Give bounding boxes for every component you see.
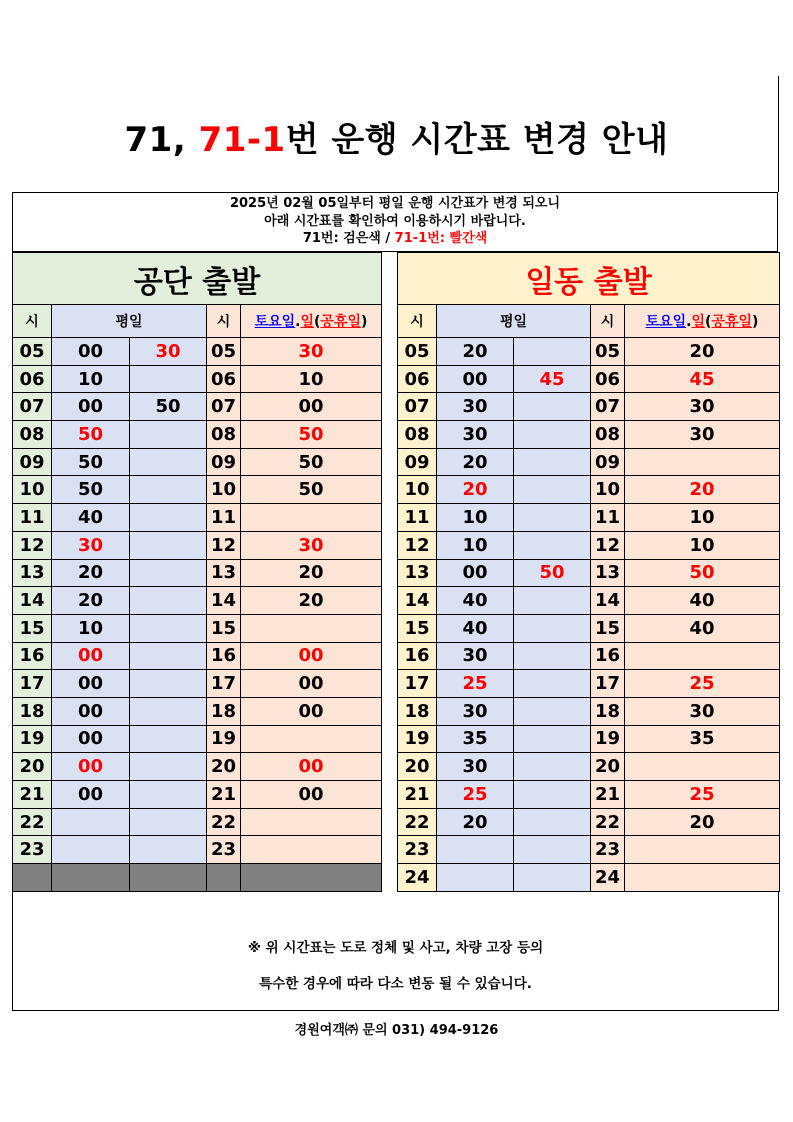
weekend-time-cell: 10 [625,504,780,532]
weekend-time-cell [241,836,382,864]
weekday-hour-cell: 11 [398,504,437,532]
weekday-hour-cell: 09 [398,448,437,476]
weekday-time-cell: 25 [437,670,514,698]
weekday-time-cell [130,670,207,698]
weekend-time-cell [625,864,780,892]
weekend-time-cell: 40 [625,587,780,615]
weekend-hour-cell: 14 [591,587,625,615]
weekend-time-cell: 30 [625,421,780,449]
company-contact: 경원여객㈜ 문의 031) 494-9126 [294,1023,499,1038]
weekend-hour-cell: 13 [207,559,241,587]
filler-row [13,864,382,892]
weekend-hour-cell: 17 [207,670,241,698]
weekday-time-cell: 30 [437,753,514,781]
weekend-hour-cell: 08 [207,421,241,449]
weekday-hour-cell: 06 [13,365,52,393]
weekend-hour-cell: 16 [207,642,241,670]
weekday-time-cell [130,781,207,809]
weekend-hour-cell: 09 [207,448,241,476]
filler-cell [241,864,382,892]
weekday-time-cell [130,836,207,864]
table-row [398,393,780,421]
weekday-hour-cell: 05 [13,338,52,366]
weekday-time-cell: 20 [52,587,130,615]
weekend-time-cell: 50 [625,559,780,587]
weekend-hour-cell: 22 [207,808,241,836]
weekday-hour-cell: 13 [13,559,52,587]
table-row [13,559,382,587]
weekday-time-cell: 40 [52,504,130,532]
weekday-hour-cell: 24 [398,864,437,892]
weekday-hour-cell: 17 [13,670,52,698]
weekday-time-cell: 40 [437,614,514,642]
weekday-hour-cell: 10 [13,476,52,504]
weekday-time-cell [130,531,207,559]
sun-label: 일 [300,314,315,330]
weekday-hour-cell: 16 [13,642,52,670]
weekday-hour-cell: 05 [398,338,437,366]
weekday-time-cell [514,781,591,809]
col-weekend [625,305,780,338]
weekday-hour-cell: 15 [398,614,437,642]
weekend-time-cell [625,642,780,670]
weekday-time-cell [52,808,130,836]
weekend-time-cell: 25 [625,781,780,809]
weekday-time-cell [514,614,591,642]
weekday-hour-cell: 16 [398,642,437,670]
weekday-time-cell: 50 [130,393,207,421]
holiday-label: 공휴일 [711,314,752,330]
weekday-time-cell [130,421,207,449]
weekday-time-cell [130,504,207,532]
weekday-hour-cell: 09 [13,448,52,476]
weekday-time-cell [514,642,591,670]
weekday-time-cell [130,559,207,587]
weekend-time-cell: 00 [241,781,382,809]
weekday-hour-cell: 17 [398,670,437,698]
weekend-hour-cell: 08 [591,421,625,449]
weekend-hour-cell: 24 [591,864,625,892]
weekday-hour-cell: 06 [398,365,437,393]
weekday-hour-cell: 18 [398,697,437,725]
weekend-time-cell: 25 [625,670,780,698]
weekend-hour-cell: 15 [591,614,625,642]
weekday-time-cell: 10 [52,614,130,642]
table-row [13,393,382,421]
table-row [398,808,780,836]
table-row [398,753,780,781]
weekday-time-cell [514,338,591,366]
weekend-hour-cell: 19 [591,725,625,753]
weekend-time-cell: 20 [241,559,382,587]
weekend-hour-cell: 12 [207,531,241,559]
weekday-hour-cell: 21 [398,781,437,809]
weekday-hour-cell: 07 [13,393,52,421]
table-row [13,587,382,615]
sat-label: 토요일 [645,314,687,330]
weekend-hour-cell: 06 [207,365,241,393]
weekday-time-cell: 20 [437,448,514,476]
weekend-time-cell [241,504,382,532]
weekday-time-cell: 20 [437,476,514,504]
weekday-time-cell [130,697,207,725]
weekday-time-cell: 00 [52,393,130,421]
weekday-hour-cell: 12 [13,531,52,559]
weekday-time-cell [514,476,591,504]
weekday-time-cell [52,836,130,864]
table-row [13,365,382,393]
weekday-time-cell: 40 [437,587,514,615]
table-row [13,448,382,476]
weekday-time-cell: 25 [437,781,514,809]
weekend-time-cell: 10 [241,365,382,393]
table-row [13,808,382,836]
weekday-hour-cell: 15 [13,614,52,642]
table-row [13,725,382,753]
weekend-hour-cell: 11 [207,504,241,532]
weekend-time-cell: 50 [241,476,382,504]
col-weekday: 평일 [437,305,591,338]
weekday-time-cell [437,836,514,864]
title-prefix: 71, [124,120,199,160]
weekend-hour-cell: 15 [207,614,241,642]
title-suffix: 번 운행 시간표 변경 안내 [285,120,669,160]
gongdan-heading: 공단 출발 [13,253,382,305]
weekend-time-cell [241,725,382,753]
paren-open: ( [314,314,321,330]
weekday-time-cell: 00 [52,670,130,698]
weekday-hour-cell: 23 [13,836,52,864]
weekday-time-cell [514,836,591,864]
table-row [13,476,382,504]
filler-cell [13,864,52,892]
table-row [13,836,382,864]
weekday-time-cell [514,531,591,559]
weekend-hour-cell: 06 [591,365,625,393]
weekday-time-cell: 50 [52,476,130,504]
gongdan-timetable [12,252,382,892]
weekday-time-cell: 00 [437,559,514,587]
table-row [398,365,780,393]
col-weekend [241,305,382,338]
weekend-hour-cell: 12 [591,531,625,559]
weekday-time-cell: 00 [52,697,130,725]
weekday-time-cell: 20 [52,559,130,587]
table-row [13,504,382,532]
table-row [13,697,382,725]
weekend-time-cell [625,836,780,864]
weekday-time-cell [130,365,207,393]
table-row [398,614,780,642]
weekday-time-cell: 00 [52,642,130,670]
weekday-time-cell: 30 [52,531,130,559]
weekend-time-cell: 20 [625,808,780,836]
weekday-hour-cell: 21 [13,781,52,809]
weekend-hour-cell: 05 [207,338,241,366]
weekend-hour-cell: 16 [591,642,625,670]
weekend-hour-cell: 11 [591,504,625,532]
table-row [398,559,780,587]
weekend-time-cell: 35 [625,725,780,753]
weekday-time-cell [130,642,207,670]
weekday-time-cell [514,670,591,698]
weekday-hour-cell: 14 [398,587,437,615]
weekend-hour-cell: 14 [207,587,241,615]
weekday-hour-cell: 22 [13,808,52,836]
weekday-time-cell: 45 [514,365,591,393]
weekend-time-cell: 00 [241,753,382,781]
weekday-time-cell [514,448,591,476]
col-hour-weekend: 시 [591,305,625,338]
weekend-hour-cell: 18 [591,697,625,725]
weekday-time-cell: 20 [437,338,514,366]
weekend-hour-cell: 21 [207,781,241,809]
weekday-time-cell: 50 [52,448,130,476]
table-row [398,725,780,753]
weekday-time-cell [514,504,591,532]
weekday-time-cell: 00 [52,338,130,366]
weekend-time-cell: 30 [241,338,382,366]
weekday-time-cell [130,725,207,753]
weekday-time-cell: 20 [437,808,514,836]
weekday-time-cell: 30 [437,421,514,449]
weekend-hour-cell: 20 [207,753,241,781]
weekday-hour-cell: 10 [398,476,437,504]
weekday-time-cell: 10 [437,504,514,532]
weekday-hour-cell: 20 [13,753,52,781]
footnote-line-1: ※ 위 시간표는 도로 정체 및 사고, 차량 고장 등의 [247,940,544,956]
weekday-hour-cell: 08 [398,421,437,449]
weekday-time-cell [130,808,207,836]
weekday-hour-cell: 18 [13,697,52,725]
weekend-time-cell: 10 [625,531,780,559]
weekday-time-cell [514,864,591,892]
table-row [398,504,780,532]
weekend-hour-cell: 23 [591,836,625,864]
table-row [398,642,780,670]
weekend-time-cell: 50 [241,448,382,476]
weekend-time-cell: 45 [625,365,780,393]
notice-line-1: 2025년 02월 05일부터 평일 운행 시간표가 변경 되오니 [229,196,561,211]
weekday-time-cell [514,587,591,615]
weekday-hour-cell: 22 [398,808,437,836]
weekend-hour-cell: 18 [207,697,241,725]
weekday-time-cell [130,476,207,504]
weekday-time-cell: 10 [52,365,130,393]
weekend-time-cell: 20 [241,587,382,615]
col-hour: 시 [398,305,437,338]
weekend-time-cell [241,614,382,642]
weekday-time-cell [514,421,591,449]
notice-line-2: 아래 시간표를 확인하여 이용하시기 바랍니다. [264,213,526,229]
weekday-time-cell: 30 [437,393,514,421]
weekday-time-cell [130,614,207,642]
weekend-hour-cell: 19 [207,725,241,753]
weekday-time-cell [130,587,207,615]
sun-label: 일 [691,314,706,330]
table-row [398,836,780,864]
weekend-time-cell: 30 [625,393,780,421]
table-row [398,781,780,809]
page-title [0,112,793,161]
holiday-label: 공휴일 [320,314,361,330]
table-row [398,587,780,615]
weekend-hour-cell: 07 [591,393,625,421]
weekend-hour-cell: 13 [591,559,625,587]
weekday-time-cell: 10 [437,531,514,559]
weekday-hour-cell: 12 [398,531,437,559]
title-red-route: 71-1 [198,120,286,160]
weekend-time-cell: 00 [241,697,382,725]
legend-black: 71번: 검은색 / [302,231,395,246]
weekend-time-cell: 00 [241,393,382,421]
weekend-hour-cell: 23 [207,836,241,864]
weekday-time-cell [514,753,591,781]
weekday-time-cell: 30 [437,697,514,725]
weekday-time-cell: 00 [52,753,130,781]
table-row [398,421,780,449]
footnote-line-2: 특수한 경우에 따라 다소 변동 될 수 있습니다. [259,976,532,992]
dot: . [686,314,692,330]
weekend-hour-cell: 21 [591,781,625,809]
weekday-time-cell: 50 [514,559,591,587]
weekday-time-cell: 30 [437,642,514,670]
change-notice [12,192,778,252]
weekday-time-cell [437,864,514,892]
table-row [13,753,382,781]
table-row [13,531,382,559]
table-row [398,531,780,559]
paren-open: ( [705,314,712,330]
weekday-time-cell: 35 [437,725,514,753]
table-row [13,421,382,449]
weekend-time-cell: 30 [625,697,780,725]
filler-cell [52,864,130,892]
table-row [398,670,780,698]
weekday-hour-cell: 20 [398,753,437,781]
weekend-hour-cell: 17 [591,670,625,698]
weekday-time-cell: 30 [130,338,207,366]
filler-cell [207,864,241,892]
paren-close: ) [752,314,759,330]
weekend-time-cell: 00 [241,670,382,698]
ildong-heading: 일동 출발 [398,253,780,305]
col-weekday: 평일 [52,305,207,338]
legend-red: 71-1번: 빨간색 [394,231,488,246]
weekend-time-cell: 20 [625,476,780,504]
weekday-hour-cell: 07 [398,393,437,421]
weekend-time-cell [241,808,382,836]
weekday-time-cell [514,393,591,421]
table-row [398,476,780,504]
weekday-time-cell [130,753,207,781]
dot: . [295,314,301,330]
table-row [398,864,780,892]
table-row [13,614,382,642]
weekday-hour-cell: 23 [398,836,437,864]
weekend-time-cell: 20 [625,338,780,366]
table-row [398,448,780,476]
weekday-time-cell: 00 [437,365,514,393]
weekday-time-cell [130,448,207,476]
weekday-hour-cell: 13 [398,559,437,587]
notice-line-3 [13,230,777,248]
ildong-timetable [397,252,780,892]
weekday-hour-cell: 19 [398,725,437,753]
weekend-hour-cell: 07 [207,393,241,421]
col-hour-weekend: 시 [207,305,241,338]
sat-label: 토요일 [254,314,296,330]
weekday-time-cell: 00 [52,781,130,809]
weekday-hour-cell: 08 [13,421,52,449]
weekday-time-cell: 00 [52,725,130,753]
paren-close: ) [361,314,368,330]
weekend-time-cell [625,448,780,476]
weekend-hour-cell: 09 [591,448,625,476]
table-row [398,338,780,366]
weekend-time-cell: 30 [241,531,382,559]
table-row [13,338,382,366]
weekend-hour-cell: 10 [591,476,625,504]
weekend-time-cell: 00 [241,642,382,670]
weekend-time-cell [625,753,780,781]
col-hour: 시 [13,305,52,338]
weekend-hour-cell: 10 [207,476,241,504]
weekday-hour-cell: 14 [13,587,52,615]
weekend-hour-cell: 20 [591,753,625,781]
table-row [398,697,780,725]
weekday-time-cell: 50 [52,421,130,449]
weekday-hour-cell: 11 [13,504,52,532]
weekday-time-cell [514,808,591,836]
weekday-hour-cell: 19 [13,725,52,753]
weekend-hour-cell: 22 [591,808,625,836]
weekend-time-cell: 40 [625,614,780,642]
table-row [13,670,382,698]
filler-cell [130,864,207,892]
weekend-time-cell: 50 [241,421,382,449]
weekend-hour-cell: 05 [591,338,625,366]
weekday-time-cell [514,697,591,725]
weekday-time-cell [514,725,591,753]
table-row [13,781,382,809]
table-row [13,642,382,670]
